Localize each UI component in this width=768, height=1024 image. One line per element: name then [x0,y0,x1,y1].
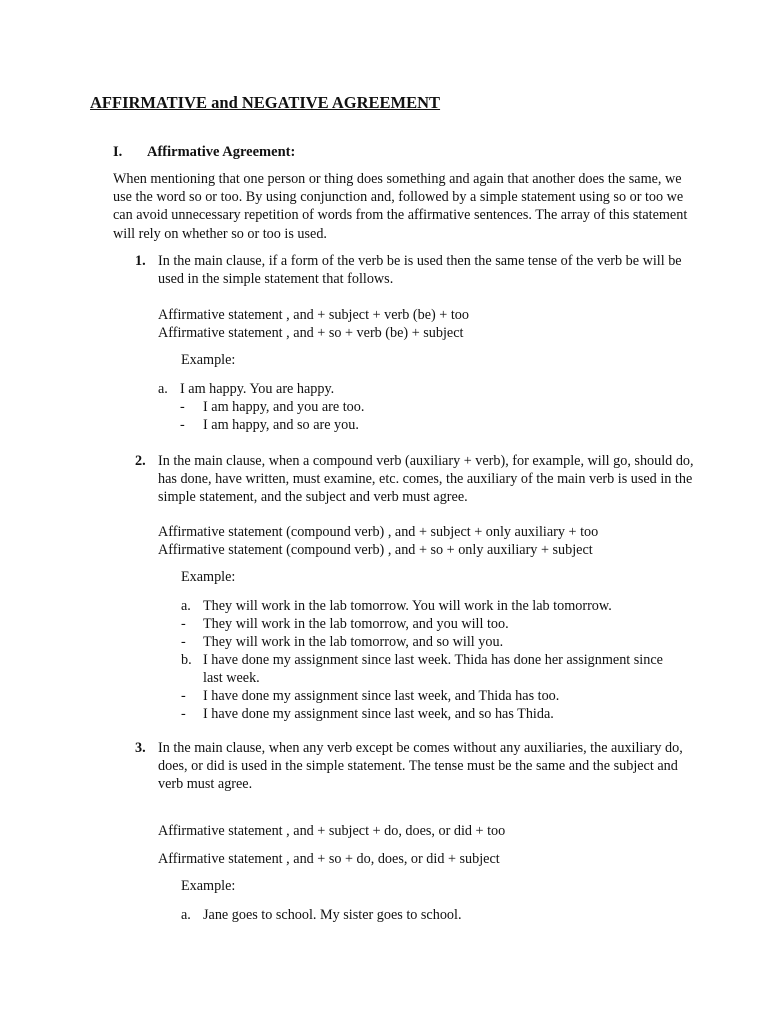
example-text: They will work in the lab tomorrow, and so will you. [203,634,504,650]
example-marker: - [181,634,186,650]
example-text: I am happy, and so are you. [203,417,359,433]
section-number: I. [113,144,123,160]
example-text: Jane goes to school. My sister goes to school. [203,907,462,923]
document-title: AFFIRMATIVE and NEGATIVE AGREEMENT [90,93,441,112]
rule-3 [135,739,695,794]
example-item [181,705,681,723]
rule-number: 3. [135,740,146,756]
rule-text: In the main clause, if a form of the verb be is used then the same tense of the verb be will be used in the simple statement that follows. [158,253,682,288]
pattern-line: Affirmative statement (compound verb) , and + subject + only auxiliary + too [158,524,599,540]
example-text: They will work in the lab tomorrow, and you will too. [203,616,509,632]
example-text: They will work in the lab tomorrow. You will work in the lab tomorrow. [203,598,612,614]
pattern-line: Affirmative statement , and + so + do, does, or did + subject [158,851,500,867]
pattern-line: Affirmative statement , and + subject + do, does, or did + too [158,823,506,839]
example-label: Example: [181,352,236,368]
rule-1 [135,252,695,288]
rule-text: In the main clause, when a compound verb (auxiliary + verb), for example, will go, should do, has done, have written, must examine, etc. comes, the auxiliary of the main verb is used in the simple statement, and the subject and verb must agree. [158,453,694,506]
example-marker: - [181,688,186,704]
intro-paragraph: When mentioning that one person or thing does something and again that another does the same, we use the word so or too. By using conjunction and, followed by a simple statement using so or too we can avoid unnecessary repetition of words from the affirmative sentences. The array of this statement will rely on whether so or too is used. [113,171,688,242]
example-label: Example: [181,878,236,894]
rule-2 [135,452,695,507]
rule-number: 1. [135,253,146,269]
example-item [181,416,681,434]
example-text: I am happy, and you are too. [203,399,365,415]
example-item [181,597,681,615]
example-item [181,398,681,416]
rule-number: 2. [135,453,146,469]
example-marker: - [181,616,186,632]
pattern-line: Affirmative statement , and + so + verb (be) + subject [158,325,464,341]
example-text: I have done my assignment since last week, and so has Thida. [203,706,554,722]
section-title: Affirmative Agreement: [147,144,296,160]
example-label: Example: [181,569,236,585]
example-item [158,380,658,398]
example-marker: - [180,399,185,415]
example-marker: - [181,706,186,722]
section-heading [113,144,295,161]
pattern-line: Affirmative statement (compound verb) , and + so + only auxiliary + subject [158,542,593,558]
example-item [181,906,681,924]
example-marker: a. [158,381,168,397]
example-marker: a. [181,907,191,923]
example-item [181,633,681,651]
example-item [181,615,681,633]
example-item [181,687,681,705]
rule-text: In the main clause, when any verb except be comes without any auxiliaries, the auxiliary do, does, or did is used in the simple statement. The tense must be the same and the subject and verb must agree. [158,740,683,793]
example-marker: a. [181,598,191,614]
example-text: I have done my assignment since last week, and Thida has too. [203,688,560,704]
example-item [181,651,681,687]
example-marker: b. [181,652,192,668]
example-marker: - [180,417,185,433]
example-text: I have done my assignment since last week. Thida has done her assignment since last week. [203,652,663,687]
pattern-line: Affirmative statement , and + subject + verb (be) + too [158,307,469,323]
example-text: I am happy. You are happy. [180,381,335,397]
